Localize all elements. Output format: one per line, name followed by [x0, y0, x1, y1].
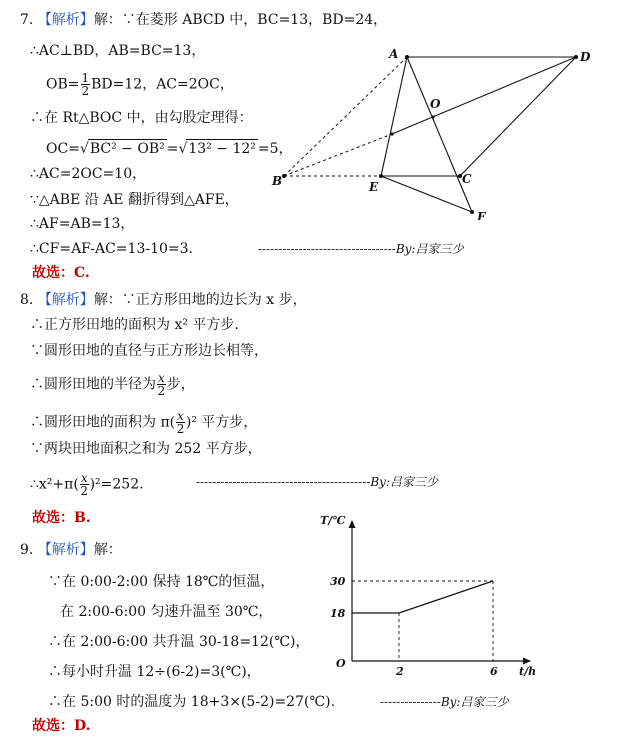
q7-line7: ∴CF=AF-AC=13-10=3.: [30, 241, 193, 257]
q7-ob-fraction: $\frac{1}{2}$: [81, 71, 90, 98]
edge-AF: [407, 57, 472, 212]
label-F: F: [477, 210, 486, 220]
q7-line3: ∴在 Rt△BOC 中，由勾股定理得：: [30, 110, 253, 126]
q7-oc-line: OC=√BC² − OB² =√13² − 12² =5，: [46, 141, 293, 157]
temperature-chart: [305, 513, 555, 683]
q8-signature: -------------------------------------------By:吕家三少: [196, 475, 438, 489]
q7-signature: ----------------------------------By:吕家三少: [258, 242, 464, 256]
q8-tag: 【解析】: [37, 292, 94, 308]
q8-eq-fraction: $\frac{x}{2}$: [80, 471, 89, 498]
rhombus-diagram: [270, 45, 610, 220]
q9-line5: ∴每小时升温 12÷(6-2)=3(℃)，: [48, 664, 261, 680]
q8-line4: ∴圆形田地的半径为 $\frac{x}{2}$ 步，: [30, 371, 195, 398]
origin-label: O: [336, 657, 346, 670]
label-O: O: [430, 97, 441, 111]
q8-area-fraction: $\frac{x}{2}$: [176, 409, 185, 436]
series-line: [352, 581, 493, 613]
q9-line3: 在 2:00-6:00 匀速升温至 30℃，: [60, 604, 273, 620]
q9-line6: ∴在 5:00 时的温度为 18+3×(5-2)=27(℃).: [48, 694, 336, 710]
q9-answer: 故选：D.: [32, 718, 91, 734]
y-axis-arrow: [349, 520, 356, 528]
label-E: E: [369, 180, 379, 194]
q8-line6: ∵两块田地面积之和为 252 平方步，: [30, 441, 262, 457]
edge-partial-BD: [392, 57, 576, 134]
edge-AB-dashed: [284, 57, 407, 176]
q7-answer: 故选：C.: [32, 265, 90, 281]
label-A: A: [389, 47, 399, 61]
label-C: C: [462, 172, 472, 186]
q9-line2: ∵在 0:00-2:00 保持 18℃的恒温，: [48, 574, 275, 590]
label-D: D: [580, 50, 591, 64]
q9-line1: 9. 【解析】解：: [20, 542, 122, 558]
q7-line6: ∴AF=AB=13，: [30, 216, 135, 232]
edge-EF: [381, 176, 472, 212]
q9-tag: 【解析】: [37, 542, 94, 558]
edge-AE: [381, 57, 407, 176]
q7-line2: ∴AC⊥BD，AB=BC=13，: [30, 43, 206, 59]
y-tick-label: 18: [330, 607, 346, 620]
q7-line5: ∵△ABE 沿 AE 翻折得到△AFE，: [30, 192, 239, 208]
q8-line1: 8. 【解析】解：∵正方形田地的边长为 x 步，: [20, 292, 307, 308]
q8-line2: ∴正方形田地的面积为 x² 平方步.: [30, 317, 239, 333]
q7-tag: 【解析】: [37, 12, 94, 28]
q7-line1: 7. 【解析】解：∵在菱形 ABCD 中，BC=13，BD=24，: [20, 12, 388, 28]
q9-signature: ---------------By:吕家三少: [380, 695, 509, 709]
y-tick-label: 30: [330, 575, 346, 588]
edge-CD: [460, 57, 576, 176]
q8-line5: ∴圆形田地的面积为 π( $\frac{x}{2}$ )² 平方步，: [30, 409, 258, 436]
q8-line7: ∴x²+π( $\frac{x}{2}$ )²=252.: [30, 471, 144, 498]
q8-line3: ∵圆形田地的直径与正方形边长相等，: [30, 343, 268, 359]
q9-line4: ∴在 2:00-6:00 共升温 30-18=12(℃)，: [48, 634, 310, 650]
edge-BD-dashed: [284, 134, 392, 176]
q7-ob-line: OB= $\frac{1}{2}$ BD=12，AC=2OC，: [46, 71, 234, 98]
x-axis-arrow: [523, 658, 531, 665]
x-tick-label: 2: [396, 665, 404, 678]
y-axis-label: T/℃: [320, 514, 346, 527]
x-axis-label: t/h: [519, 665, 537, 678]
q7-line4: ∴AC=2OC=10，: [30, 166, 147, 182]
label-B: B: [272, 174, 283, 188]
q8-answer: 故选：B.: [32, 510, 91, 526]
q8-radius-fraction: $\frac{x}{2}$: [157, 371, 166, 398]
x-tick-label: 6: [490, 665, 498, 678]
